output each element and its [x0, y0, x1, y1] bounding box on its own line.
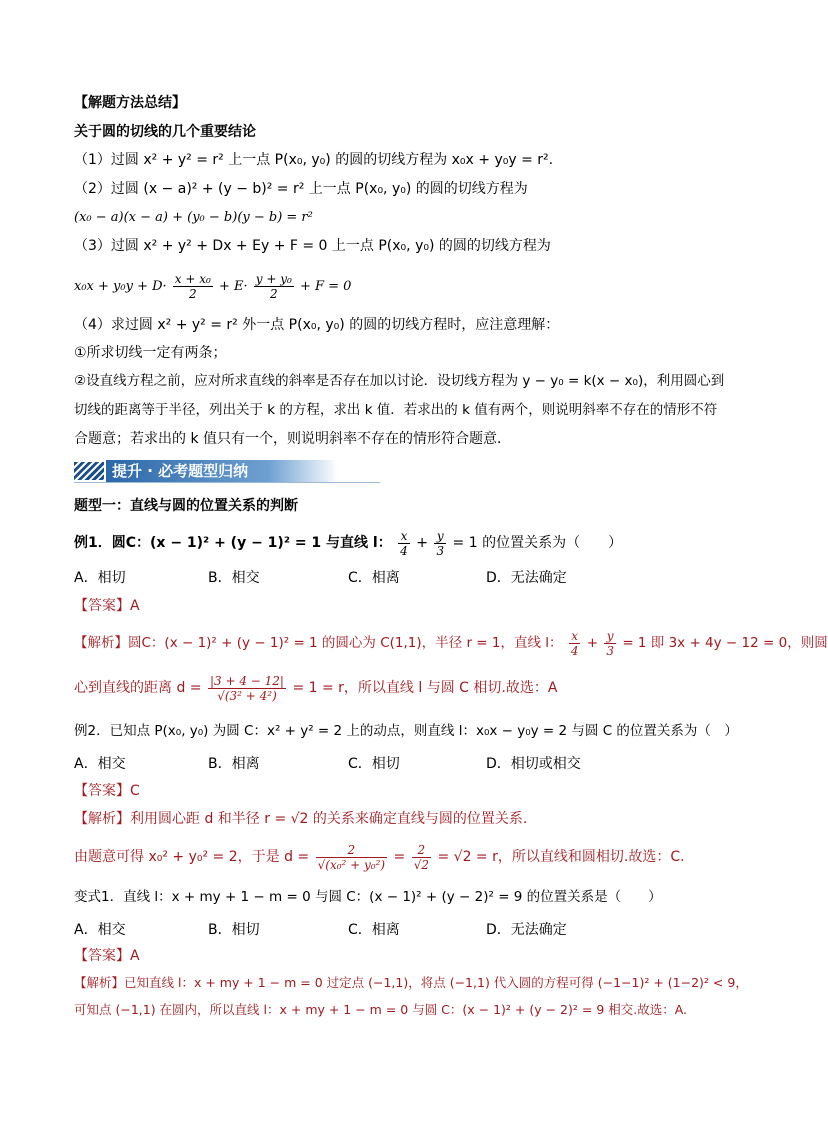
ex2-derivation [74, 838, 685, 876]
ex2-option-c: C．相切 [348, 756, 400, 772]
ex1-distance-part-a: 心到直线的距离 d = [74, 680, 202, 696]
fraction-denominator: 4 [570, 643, 579, 658]
summary-item-4: （4）求过圆 x² + y² = r² 外一点 P(x₀, y₀) 的圆的切线方程时，应注意理解： [74, 317, 560, 333]
fraction-numerator: y [434, 529, 446, 544]
ex2-fraction-1 [316, 843, 387, 872]
ex1-plus: + [416, 535, 428, 551]
ex1-question [74, 526, 622, 560]
ex2-option-d: D．相切或相交 [486, 756, 581, 772]
section-banner [74, 458, 380, 484]
ex2-derivation-part-a: 由题意可得 x₀² + y₀² = 2，于是 d = [74, 849, 310, 865]
ex1-option-b: B．相交 [208, 570, 260, 586]
eq-part-c: + F = 0 [299, 279, 352, 294]
var1-option-d: D．无法确定 [486, 922, 567, 938]
banner-rule [74, 482, 380, 483]
summary-item-2: （2）过圆 (x − a)² + (y − b)² = r² 上一点 P(x₀, y₀) 的圆的切线方程为 [74, 181, 528, 197]
fraction-denominator: √2 [413, 857, 430, 872]
fraction-denominator: 2 [188, 287, 197, 301]
fraction-numerator: |3 + 4 − 12| [209, 673, 284, 688]
fraction-denominator: 3 [606, 643, 615, 658]
var1-analysis-line-1: 【解析】已知直线 l：x + my + 1 − m = 0 过定点 (−1,1)，将点 (−1,1) 代入圆的方程可得 (−1−1)² + (1−2)² < 9， [74, 975, 748, 990]
fraction-numerator: y [604, 629, 616, 644]
ex2-analysis: 【解析】利用圆心距 d 和半径 r = √2 的关系来确定直线与圆的位置关系. [74, 811, 528, 827]
summary-subheading: 关于圆的切线的几个重要结论 [74, 124, 256, 140]
summary-item-3: （3）过圆 x² + y² + Dx + Ey + F = 0 上一点 P(x₀, y₀) 的圆的切线方程为 [74, 238, 551, 254]
summary-item-2-equation: (x₀ − a)(x − a) + (y₀ − b)(y − b) = r² [74, 210, 313, 225]
summary-item-3-equation [74, 270, 351, 304]
summary-heading: 【解题方法总结】 [74, 95, 186, 111]
var1-option-c: C．相离 [348, 922, 400, 938]
ex1-distance-line [74, 670, 557, 706]
ex2-question: 例2．已知点 P(x₀, y₀) 为圆 C：x² + y² = 2 上的动点，则直线 l：x₀x − y₀y = 2 与圆 C 的位置关系为（ ） [74, 723, 738, 739]
fraction-denominator: 3 [436, 543, 445, 558]
ex1-analysis-part-a: 【解析】圆C：(x − 1)² + (y − 1)² = 1 的圆心为 C(1,1)，半径 r = 1，直线 l： [74, 635, 563, 651]
ex1-fraction-y [434, 529, 446, 558]
banner-stripes [74, 462, 104, 480]
ex1-distance-part-b: = 1 = r，所以直线 l 与圆 C 相切.故选：A [292, 680, 558, 696]
var1-answer: 【答案】A [74, 948, 140, 964]
ex1-analysis [74, 626, 828, 660]
fraction-denominator: √(3² + 4²) [217, 688, 277, 703]
var1-option-a: A．相交 [74, 922, 126, 938]
type1-title: 题型一：直线与圆的位置关系的判断 [74, 498, 298, 514]
ex1-answer: 【答案】A [74, 598, 140, 614]
ex2-answer: 【答案】C [74, 783, 140, 799]
fraction-denominator: 4 [400, 543, 408, 558]
ex1-option-a: A．相切 [74, 570, 126, 586]
var1-option-b: B．相切 [208, 922, 260, 938]
fraction-numerator: 2 [316, 843, 387, 858]
fraction-numerator: x [569, 629, 581, 644]
summary-note-2-line-1: ②设直线方程之前，应对所求直线的斜率是否存在加以讨论．设切线方程为 y − y₀ = k(x − x₀)，利用圆心到 [74, 373, 725, 389]
ex2-derivation-part-b: = √2 = r，所以直线和圆相切.故选：C. [437, 849, 685, 865]
fraction-x [173, 272, 213, 301]
eq-part-a: x₀x + y₀y + D· [74, 279, 167, 294]
ex1-analysis-fraction-x [569, 629, 581, 658]
ex1-option-d: D．无法确定 [486, 570, 567, 586]
ex1-option-c: C．相离 [348, 570, 400, 586]
ex1-distance-fraction [208, 674, 286, 703]
ex1-analysis-plus: + [586, 635, 599, 651]
var1-question: 变式1．直线 l：x + my + 1 − m = 0 与圆 C：(x − 1)² + (y − 2)² = 9 的位置关系是（ ） [74, 889, 662, 905]
ex1-analysis-part-b: = 1 即 3x + 4y − 12 = 0，则圆 [622, 635, 828, 651]
ex2-option-b: B．相离 [208, 756, 260, 772]
fraction-numerator: x + x₀ [174, 272, 211, 286]
summary-note-2-line-2: 切线的距离等于半径，列出关于 k 的方程，求出 k 值．若求出的 k 值有两个，则说明斜率不存在的情形不符 [74, 402, 718, 418]
var1-analysis-line-2: 可知点 (−1,1) 在圆内，所以直线 l：x + my + 1 − m = 0 与圆 C：(x − 1)² + (y − 2)² = 9 相交.故选：A. [74, 1002, 688, 1017]
ex1-question-part-a: 例1．圆C：(x − 1)² + (y − 1)² = 1 与直线 l： [74, 535, 392, 551]
ex1-analysis-fraction-y [604, 629, 616, 658]
fraction-numerator: 2 [412, 843, 431, 858]
ex2-fraction-2 [412, 843, 431, 872]
fraction-denominator: √(x₀² + y₀²) [317, 857, 386, 872]
fraction-numerator: y + y₀ [255, 272, 292, 286]
summary-item-1: （1）过圆 x² + y² = r² 上一点 P(x₀, y₀) 的圆的切线方程为 x₀x + y₀y = r². [74, 152, 554, 168]
eq-part-b: + E· [218, 279, 248, 294]
ex1-question-part-b: = 1 的位置关系为（ ） [452, 535, 623, 551]
summary-note-2-line-3: 合题意；若求出的 k 值只有一个，则说明斜率不存在的情形符合题意． [74, 431, 512, 447]
fraction-y [254, 272, 294, 301]
ex2-option-a: A．相交 [74, 756, 126, 772]
ex2-equals: = [393, 849, 406, 865]
ex1-fraction-x [398, 529, 410, 558]
section-title: 提升 · 必考题型归纳 [106, 460, 338, 482]
summary-note-1: ①所求切线一定有两条； [74, 345, 227, 361]
fraction-numerator: x [398, 529, 410, 544]
fraction-denominator: 2 [269, 287, 278, 301]
